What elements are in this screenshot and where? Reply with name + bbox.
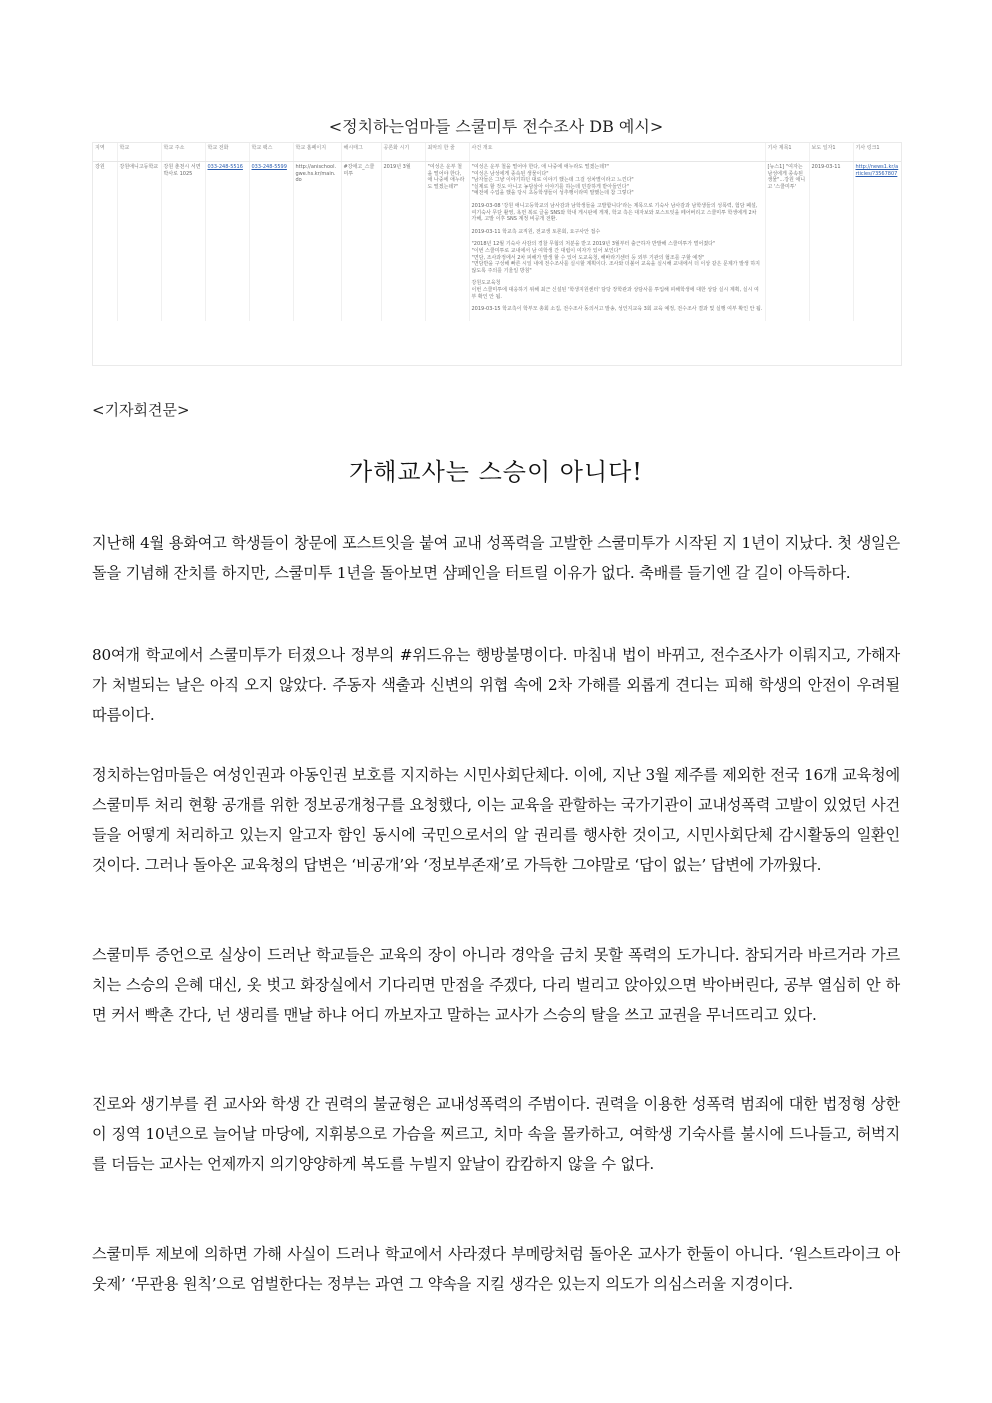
summary-line: 2019-03-11 학교측 교직원, 전교생 토론회, 요구사안 접수 bbox=[471, 228, 601, 235]
body-paragraph: 스쿨미투 증언으로 실상이 드러난 학교들은 교육의 장이 아니라 경악을 금치 못할 폭력의 도가니다. 참되거라 바르거라 가르치는 스승의 은혜 대신, 옷 벗고 화장실에서 기다리면 만점을 주겠다, 다리 벌리고 앉아있으면 박아버린다, 공부 열심히 안 하면 커서 빡촌 간다, 넌 생리를 맨날 하냐 어디 까보자고 말하는 교사가 스승의 탈을 쓰고 교권을 무너뜨리고 있다. bbox=[92, 946, 900, 1025]
summary-block bbox=[472, 203, 763, 223]
article-link[interactable]: http://news1.kr/articles/?3567807 bbox=[853, 162, 901, 321]
date-cell: 2019년 3월 bbox=[381, 162, 425, 321]
body-paragraph: 80여개 학교에서 스쿨미투가 터졌으나 정부의 #위드유는 행방불명이다. 마침내 법이 바뀌고, 전수조사가 이뤄지고, 가해자가 처벌되는 날은 아직 오지 않았다. 주동자 색출과 신변의 위협 속에 2차 가해를 외롭게 견디는 피해 학생의 안전이 우려될 따름이다. bbox=[92, 646, 900, 725]
summary-line: 2019-03-08 '강원 애니고등학교의 남사감과 남학생들을 고발합니다'라는 제목으로 기숙사 남사감과 남학생들의 성폭력, 험담 폐설, 여기숙사 무단 촬영, 욕먼 복로 글을 SNS와 학내 게시판에 게재, 학교 측은 대자보와 포스트잇을 떼어버리고 스쿨미투 학생에게 2차 가해, 고발 이후 SNS 계정 비공개 전환. bbox=[471, 202, 758, 223]
summary-line: "이번 스쿨미투로 교내에서 남 여학생 간 대립이 여자가 있어 보인다" bbox=[471, 247, 621, 254]
summary-line: "2018년 12월 기숙사 사감의 경찰 무혐의 처분을 받고 2019년 3월부터 출근하자 반발해 스쿨미투가 벌어졌다" bbox=[471, 241, 716, 248]
header-cell: 기사 링크1 bbox=[853, 143, 901, 162]
summary-cell bbox=[469, 162, 765, 321]
header-cell: 학교 주소 bbox=[161, 143, 205, 162]
summary-line: "실제로 할 것도 아니고 농담삼아 이야기를 하는데 민감하게 받아들인다" bbox=[471, 183, 629, 190]
summary-line: "여성은 운부 철을 떨어야 한다, 애 나중에 애누라도 떨겠는데?" bbox=[471, 164, 609, 170]
homepage-cell: http://anischool.gwe.hs.kr/main.do bbox=[293, 162, 341, 321]
table-header-row bbox=[93, 143, 901, 162]
header-cell: 사건 개요 bbox=[469, 143, 765, 162]
header-cell: 지역 bbox=[93, 143, 117, 162]
header-cell: 학교 bbox=[117, 143, 161, 162]
summary-line: "면담반을 구성해 빠른 시일 내에 전수조사를 실시할 계획이다. 조사와 더불어 교육을 실시해 교내에서 더 이상 같은 문제가 발생 하지 않도록 주의를 기울일 방침" bbox=[471, 261, 760, 274]
worst-line-cell: "여성은 운부 철을 떨어야 한다, 애 나중에 애누라도 떨겠는데?" bbox=[425, 162, 469, 321]
headline: 가해교사는 스승이 아니다! bbox=[349, 458, 643, 486]
summary-block bbox=[472, 280, 763, 300]
table-row bbox=[93, 162, 901, 321]
fax-cell: 033-248-5599 bbox=[249, 162, 293, 321]
address-cell: 강원 춘천시 서면 박사로 1025 bbox=[161, 162, 205, 321]
body-paragraph: 지난해 4월 용화여고 학생들이 창문에 포스트잇을 붙여 교내 성폭력을 고발한 스쿨미투가 시작된 지 1년이 지났다. 첫 생일은 돌을 기념해 잔치를 하지만, 스쿨미투 1년을 돌아보면 샴페인을 터트릴 이유가 없다. 축배를 들기엔 갈 길이 아득하다. bbox=[92, 534, 900, 583]
hashtag-cell: #강애고_스쿨미투 bbox=[341, 162, 381, 321]
summary-block bbox=[472, 241, 763, 274]
summary-line: "여성은 남성에게 종속된 생물이다" bbox=[471, 170, 549, 177]
body-paragraph: 정치하는엄마들은 여성인권과 아동인권 보호를 지지하는 시민사회단체다. 이에, 지난 3월 제주를 제외한 전국 16개 교육청에 스쿨미투 처리 현황 공개를 위한 정보공개청구를 요청했다, 이는 교육을 관할하는 국가기관이 교내성폭력 고발이 있었던 사건들을 어떻게 처리하고 있는지 알고자 함인 동시에 국민으로서의 알 권리를 행사한 것이고, 시민사회단체 감시활동의 일환인 것이다. 그러나 돌아온 교육청의 답변은 ‘비공개’와 ‘정보부존재’로 가득한 그야말로 ‘답이 없는’ 답변에 가까웠다. bbox=[92, 766, 900, 875]
summary-line: 이번 스쿨미투에 대응하기 위해 최근 신설된 '학생지원센터' 담당 장학관과 상담사를 투입해 피해학생에 대한 상담 실시 계획, 실시 여부 확인 안 됨. bbox=[471, 286, 759, 300]
summary-block bbox=[472, 306, 763, 313]
summary-line: "예전에 수업을 했을 당시 초등학생들이 성추행이라며 말했는데 참 그렇다" bbox=[471, 190, 634, 197]
db-example-caption: <정치하는엄마들 스쿨미투 전수조사 DB 예시> bbox=[328, 117, 664, 136]
summary-block bbox=[472, 229, 763, 236]
summary-line: "남자들은 그냥 이야기하던 대로 이야기 했는데 그걸 성차별이라고 느낀다" bbox=[471, 177, 634, 184]
school-cell: 강원애니고등학교 bbox=[117, 162, 161, 321]
summary-block bbox=[472, 164, 763, 197]
phone-cell: 033-248-5516 bbox=[205, 162, 249, 321]
header-cell: 기사 제목1 bbox=[765, 143, 809, 162]
header-cell: 해시태그 bbox=[341, 143, 381, 162]
summary-line: 강원도교육청 bbox=[471, 280, 501, 287]
header-cell: 학교 홈페이지 bbox=[293, 143, 341, 162]
header-cell: 학교 팩스 bbox=[249, 143, 293, 162]
summary-line: 2019-03-15 학교측이 학부모 총회 소집, 전수조사 동의서고 발송, 성인지교육 3회 교육 예정, 전수조사 결과 및 실행 여부 확인 안 됨. bbox=[471, 306, 763, 313]
section-label: <기자회견문> bbox=[92, 401, 190, 419]
summary-line: "면담, 조사과정에서 2차 피해가 발생 할 수 있어 도교육청, 해바라기센터 등 외부 기관의 협조를 구할 예정" bbox=[471, 254, 705, 261]
db-example-table bbox=[92, 142, 902, 366]
body-paragraph: 진로와 생기부를 쥔 교사와 학생 간 권력의 불균형은 교내성폭력의 주범이다. 권력을 이용한 성폭력 범죄에 대한 법정형 상한이 징역 10년으로 늘어날 마당에, 지휘봉으로 가슴을 찌르고, 치마 속을 몰카하고, 여학생 기숙사를 불시에 드나들고, 허벅지를 더듬는 교사는 언제까지 의기양양하게 복도를 누빌지 앞날이 캄캄하지 않을 수 없다. bbox=[92, 1095, 900, 1174]
header-cell: 학교 전화 bbox=[205, 143, 249, 162]
body-paragraph: 스쿨미투 제보에 의하면 가해 사실이 드러나 학교에서 사라졌다 부메랑처럼 돌아온 교사가 한둘이 아니다. ‘원스트라이크 아웃제’ ‘무관용 원칙’으로 엄벌한다는 정부는 과연 그 약속을 지킬 생각은 있는지 의도가 의심스러울 지경이다. bbox=[92, 1245, 900, 1294]
article-title-cell: [뉴스1] "여자는 남성에게 종속된 생물"...강원 애니고 '스쿨미투' bbox=[765, 162, 809, 321]
report-date-cell: 2019-03-11 bbox=[809, 162, 853, 321]
region-cell: 강원 bbox=[93, 162, 117, 321]
header-cell: 공론화 시기 bbox=[381, 143, 425, 162]
header-cell: 최악의 한 줄 bbox=[425, 143, 469, 162]
header-cell: 보도 일자1 bbox=[809, 143, 853, 162]
